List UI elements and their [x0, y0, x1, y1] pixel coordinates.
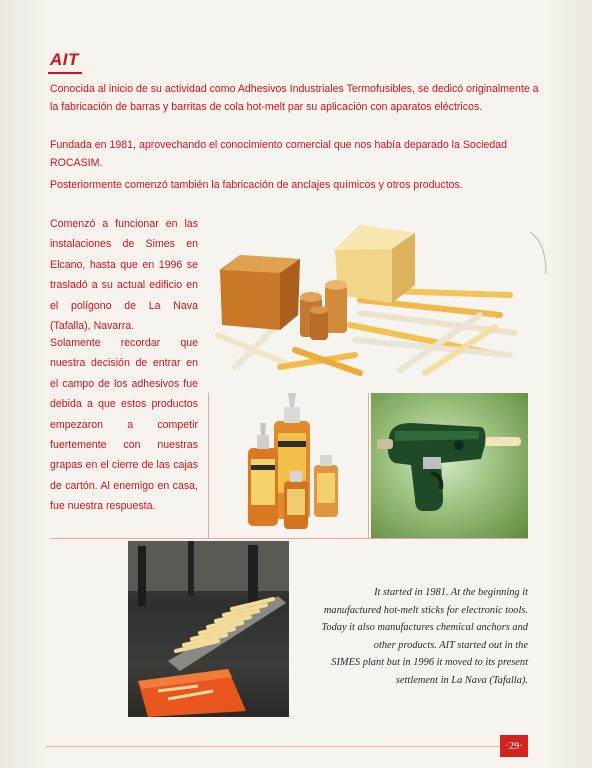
production-line-photo — [128, 541, 289, 717]
english-summary-line: SIMES plant but in 1996 it moved to its present — [331, 657, 528, 669]
english-summary — [298, 584, 528, 690]
glue-sticks-photo — [210, 215, 530, 385]
chemical-anchor-bottles-photo — [212, 393, 368, 538]
page-crease-mark — [528, 228, 550, 278]
english-summary-line: other products. AIT started out in the — [373, 639, 528, 651]
founded-paragraph: Fundada en 1981, aprovechando el conocimiento comercial que nos había deparado la Sociedad ROCASIM. — [50, 139, 508, 169]
column-divider — [208, 393, 209, 538]
footer-rule — [46, 746, 500, 747]
later-paragraph: Posteriormente comenzó también la fabricación de anclajes químicos y otros productos. — [50, 179, 463, 191]
intro-paragraph: Conocida al inicio de su actividad como Adhesivos Industriales Termofusibles, se dedicó originalmente a la fabricación de barras y barritas de cola hot-melt par su aplicación con aparatos eléctricos. — [50, 83, 539, 113]
section-title: AIT — [50, 50, 79, 69]
english-summary-line: Today it also manufactures chemical anchors and — [321, 622, 528, 634]
section-divider — [50, 538, 528, 539]
page-number: ·29· — [500, 735, 528, 757]
english-summary-line: manufactured hot-melt sticks for electronic tools. — [323, 604, 528, 616]
title-underline — [48, 72, 82, 74]
english-summary-line: It started in 1981. At the beginning it — [374, 587, 528, 598]
decision-paragraph: Solamente recordar que nuestra decisión de entrar en el campo de los adhesivos fue debida a que estos productos empezaron a competir fuertemente con nuestras grapas en el cierre de las cajas de cartón. Al enemigo en casa, fue nuestra respuesta. — [50, 337, 198, 513]
english-summary-line: settlement in La Nava (Tafalla). — [395, 674, 528, 686]
location-paragraph: Comenzó a funcionar en las instalaciones de Simes en Elcano, hasta que en 1996 se trasladó a su actual edificio en el polígono de La Nava (Tafalla), Navarra. — [50, 218, 198, 333]
glue-gun-photo — [371, 393, 528, 538]
photo-divider — [368, 393, 369, 538]
